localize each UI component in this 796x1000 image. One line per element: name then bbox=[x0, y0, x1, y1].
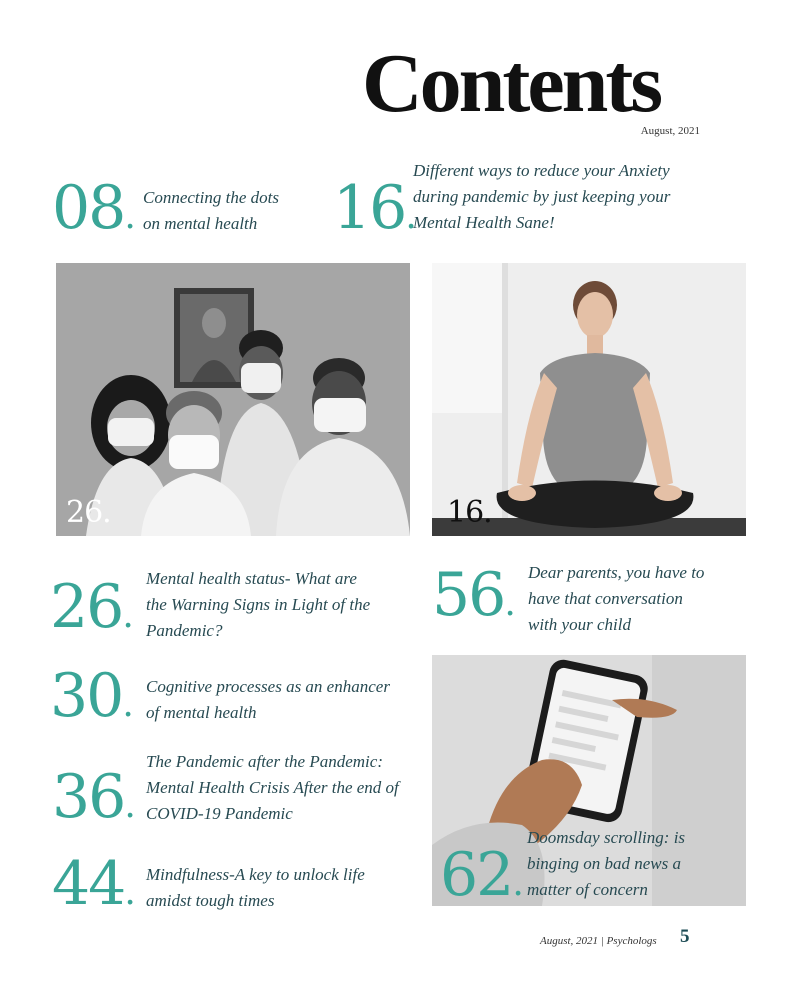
page-number: 5 bbox=[680, 926, 690, 947]
article-title-16[interactable]: Different ways to reduce your Anxiety during pandemic by just keeping your Mental Health Sane! bbox=[413, 161, 671, 232]
article-title-26[interactable]: Mental health status- What are the Warning Signs in Light of the Pandemic? bbox=[146, 569, 371, 640]
page-title: Contents bbox=[362, 37, 661, 130]
article-number-56: 56. bbox=[432, 560, 514, 630]
photo-label-16: 16. bbox=[447, 495, 492, 530]
article-number-62: 62. bbox=[440, 840, 522, 910]
article-title-08[interactable]: Connecting the dots on mental health bbox=[143, 188, 279, 233]
article-title-30[interactable]: Cognitive processes as an enhancer of mental health bbox=[146, 677, 390, 722]
article-title-36[interactable]: The Pandemic after the Pandemic: Mental Health Crisis After the end of COVID-19 Pandemic bbox=[146, 752, 399, 823]
article-title-62[interactable]: Doomsday scrolling: is binging on bad news a matter of concern bbox=[527, 828, 686, 899]
meditation-photo bbox=[432, 263, 746, 536]
footer-text: August, 2021 | Psychologs bbox=[540, 935, 657, 947]
article-title-44[interactable]: Mindfulness-A key to unlock life amidst tough times bbox=[146, 865, 365, 910]
group-masks-photo bbox=[56, 263, 410, 536]
article-number-26: 26. bbox=[50, 572, 132, 642]
issue-date: August, 2021 bbox=[640, 125, 700, 137]
article-number-30: 30. bbox=[50, 661, 132, 731]
photo-label-26: 26. bbox=[66, 495, 111, 530]
article-number-08: 08. bbox=[52, 173, 134, 243]
article-title-56[interactable]: Dear parents, you have to have that conversation with your child bbox=[528, 563, 705, 634]
article-number-44: 44. bbox=[52, 849, 134, 919]
article-number-16: 16. bbox=[333, 173, 415, 243]
article-number-36: 36. bbox=[52, 762, 134, 832]
